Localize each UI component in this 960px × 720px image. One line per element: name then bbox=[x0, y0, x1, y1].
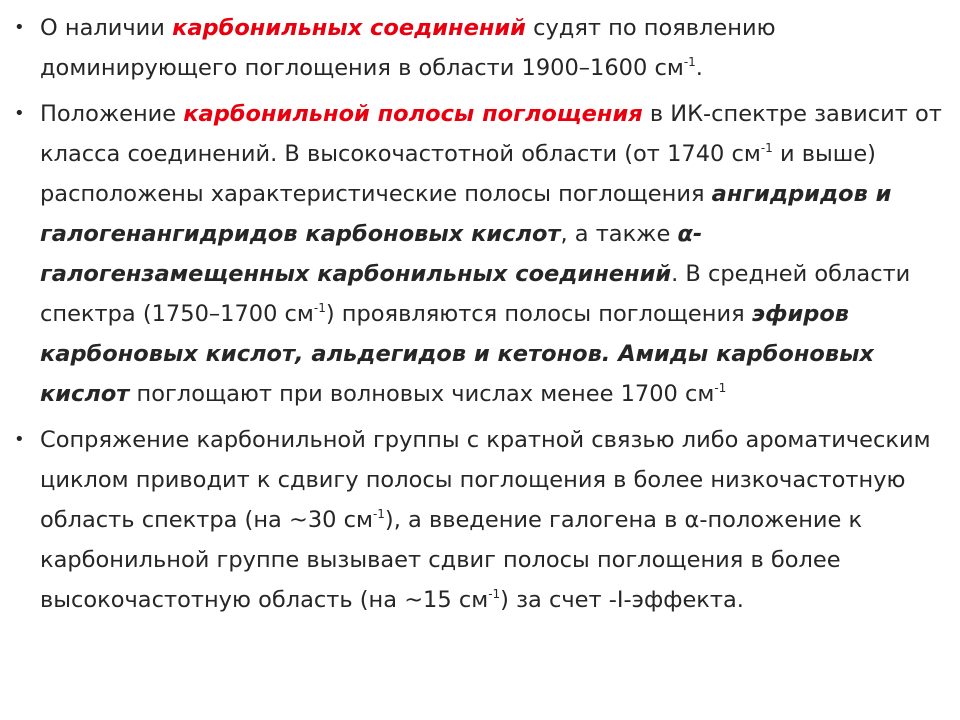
bullet-item-carbonyl-presence bbox=[14, 8, 945, 88]
superscript: -1 bbox=[760, 140, 773, 155]
highlight-red: карбонильных соединений bbox=[172, 15, 526, 41]
superscript: -1 bbox=[714, 380, 727, 395]
text: и выше) расположены характеристические полосы поглощения bbox=[40, 141, 876, 207]
text: . bbox=[695, 55, 703, 81]
bullet-point-icon: • bbox=[14, 429, 25, 450]
text: Сопряжение карбонильной группы с кратной связью либо ароматическим циклом приводит к сдвигу полосы поглощения в более низкочастотную область спектра (на ~30 см bbox=[40, 427, 931, 533]
text: в ИК-спектре зависит от класса соединений. В высокочастотной области (от 1740 см bbox=[40, 101, 942, 167]
highlight-red: карбонильной полосы поглощения bbox=[183, 101, 643, 127]
bullet-list bbox=[14, 8, 945, 626]
text: судят по появлению доминирующего поглощения в области 1900–1600 см bbox=[40, 15, 776, 81]
superscript: -1 bbox=[683, 54, 696, 69]
bullet-item-conjugation-shift bbox=[14, 420, 945, 620]
text: ) за счет -I-эффекта. bbox=[500, 587, 744, 613]
bold-italic-term: ангидридов и галогенангидридов карбоновых кислот bbox=[40, 181, 892, 247]
superscript: -1 bbox=[488, 586, 501, 601]
text: О наличии bbox=[40, 15, 173, 41]
bold-italic-term: α-галогензамещенных карбонильных соединений bbox=[40, 221, 703, 287]
bullet-point-icon: • bbox=[14, 103, 25, 124]
text: поглощают при волновых числах менее 1700 см bbox=[129, 381, 715, 407]
superscript: -1 bbox=[313, 300, 326, 315]
text: Положение bbox=[40, 101, 184, 127]
bold-italic-term: эфиров карбоновых кислот, альдегидов и кетонов. Амиды карбоновых кислот bbox=[40, 301, 874, 407]
text: . В средней области спектра (1750–1700 см bbox=[40, 261, 911, 327]
text: ), а введение галогена в α-положение к карбонильной группе вызывает сдвиг полосы поглощения в более высокочастотную область (на ~15 см bbox=[40, 507, 863, 613]
bullet-point-icon: • bbox=[14, 17, 25, 38]
text: ) проявляются полосы поглощения bbox=[325, 301, 752, 327]
bullet-item-band-position bbox=[14, 94, 945, 414]
superscript: -1 bbox=[372, 506, 385, 521]
text: , а также bbox=[560, 221, 678, 247]
